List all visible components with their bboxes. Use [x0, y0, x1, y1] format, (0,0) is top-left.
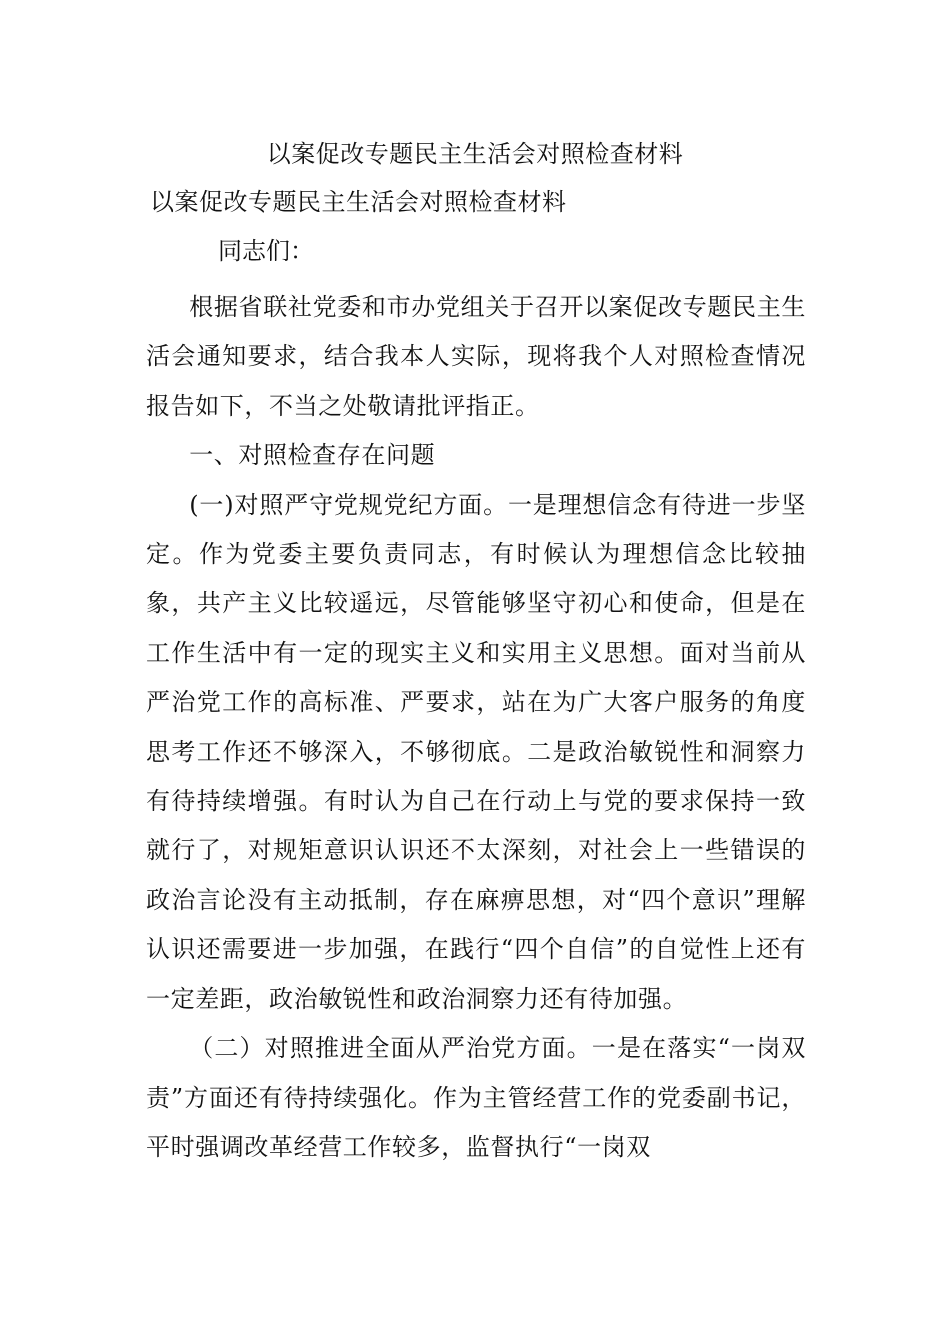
paragraph-intro: 根据省联社党委和市办党组关于召开以案促改专题民主生活会通知要求，结合我本人实际，现将我个人对照检查情况报告如下，不当之处敬请批评指正。	[146, 293, 806, 420]
section-heading-problems: 一、对照检查存在问题	[189, 441, 436, 470]
paragraph-strict-governance: （二）对照推进全面从严治党方面。一是在落实“一岗双责”方面还有待持续强化。作为主管经营工作的党委副书记，平时强调改革经营工作较多，监督执行“一岗双	[146, 1034, 806, 1161]
document-title: 以案促改专题民主生活会对照检查材料	[266, 140, 684, 168]
salutation: 同志们：	[218, 237, 314, 265]
paragraph-party-discipline: (一)对照严守党规党纪方面。一是理想信念有待进一步坚定。作为党委主要负责同志，有时候认为理想信念比较抽象，共产主义比较遥远，尽管能够坚守初心和使命，但是在工作生活中有一定的现实主义和实用主义思想。面对当前从严治党工作的高标准、严要求，站在为广大客户服务的角度思考工作还不够深入，不够彻底。二是政治敏锐性和洞察力有待持续增强。有时认为自己在行动上与党的要求保持一致就行了，对规矩意识认识还不太深刻，对社会上一些错误的政治言论没有主动抵制，存在麻痹思想，对“四个意识”理解认识还需要进一步加强，在践行“四个自信”的自觉性上还有一定差距，政治敏锐性和政治洞察力还有待加强。	[146, 490, 806, 1013]
document-body	[146, 283, 806, 1172]
document-subtitle: 以案促改专题民主生活会对照检查材料	[150, 188, 567, 216]
